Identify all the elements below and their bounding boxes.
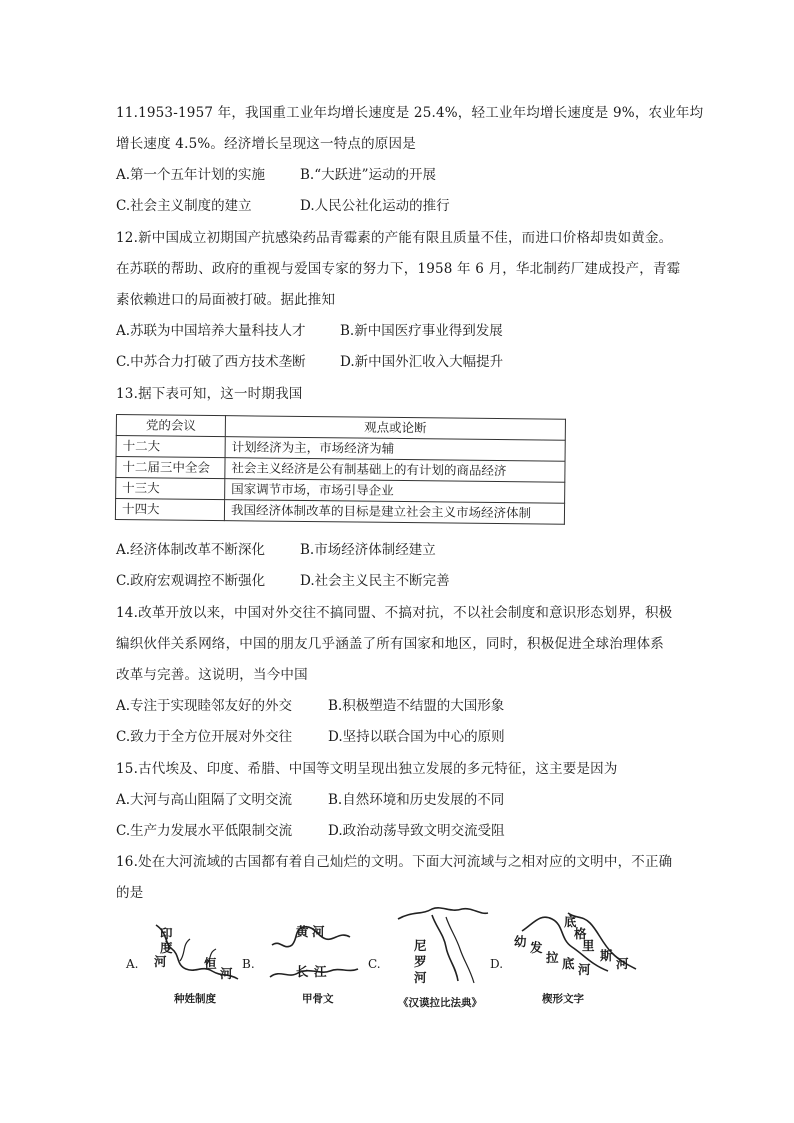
q14-option-c[interactable]: C.致力于全方位开展对外交往 <box>116 729 293 745</box>
table-row <box>115 499 564 525</box>
q12-stem-line1: 12.新中国成立初期国产抗感染药品青霉素的产能有限且质量不佳，而进口价格却贵如黄金。 <box>116 230 673 246</box>
river-char: 河 <box>414 970 427 985</box>
river-char: 河 <box>616 956 629 971</box>
river-char: 河 <box>312 924 325 939</box>
q11-stem-line2: 增长速度 4.5%。经济增长呈现这一特点的原因是 <box>116 136 416 152</box>
table-header: 观点或论断 <box>225 416 565 441</box>
river-char: 里 <box>582 938 595 953</box>
river-char: 印 <box>160 926 173 941</box>
river-char: 度 <box>160 940 173 955</box>
river-char: 发 <box>530 940 543 955</box>
river-char: 河 <box>220 966 233 981</box>
river-char: 拉 <box>546 950 559 965</box>
map-caption: 《汉谟拉比法典》 <box>398 997 482 1009</box>
map-letter-b: B. <box>242 957 255 971</box>
river-char: 河 <box>154 954 167 969</box>
q15-option-b[interactable]: B.自然环境和历史发展的不同 <box>328 792 505 808</box>
q11-option-c[interactable]: C.社会主义制度的建立 <box>116 198 252 214</box>
q16-stem-line1: 16.处在大河流域的古国都有着自己灿烂的文明。下面大河流域与之相对应的文明中，不正确 <box>116 854 673 870</box>
q11-option-d[interactable]: D.人民公社化运动的推行 <box>300 198 450 214</box>
map-caption: 种姓制度 <box>174 993 216 1005</box>
q11-option-b[interactable]: B.“大跃进”运动的开展 <box>300 167 437 183</box>
river-char: 江 <box>314 964 327 979</box>
q14-stem-line2: 编织伙伴关系网络，中国的朋友几乎涵盖了所有国家和地区，同时，积极促进全球治理体系 <box>116 636 664 652</box>
table-cell: 十三大 <box>116 478 225 500</box>
table-cell: 十四大 <box>115 499 224 521</box>
river-char: 长 <box>296 964 309 979</box>
river-char: 格 <box>574 926 587 941</box>
table-cell: 十二届三中全会 <box>116 457 225 479</box>
table-cell: 十二大 <box>116 436 225 458</box>
q12-option-c[interactable]: C.中苏合力打破了西方技术垄断 <box>116 354 306 370</box>
river-char: 恒 <box>204 956 217 971</box>
q13-option-c[interactable]: C.政府宏观调控不断强化 <box>116 573 266 589</box>
q14-stem-line3: 改革与完善。这说明，当今中国 <box>116 667 308 683</box>
q16-stem-line2: 的是 <box>116 885 144 901</box>
nile-river-icon <box>392 905 492 990</box>
q12-option-a[interactable]: A.苏联为中国培养大量科技人才 <box>116 323 306 339</box>
table-cell: 计划经济为主，市场经济为辅 <box>225 437 565 462</box>
river-char: 底 <box>564 914 577 929</box>
q12-option-b[interactable]: B.新中国医疗事业得到发展 <box>340 323 503 339</box>
table-cell: 我国经济体制改革的目标是建立社会主义市场经济体制 <box>224 500 564 525</box>
map-caption: 甲骨文 <box>302 993 334 1005</box>
q12-stem-line3: 素依赖进口的局面被打破。据此推知 <box>116 292 336 308</box>
map-letter-d: D. <box>490 957 504 971</box>
q11-option-a[interactable]: A.第一个五年计划的实施 <box>116 167 266 183</box>
q14-option-a[interactable]: A.专注于实现睦邻友好的外交 <box>116 698 293 714</box>
table-cell: 社会主义经济是公有制基础上的有计划的商品经济 <box>225 458 565 483</box>
q13-option-d[interactable]: D.社会主义民主不断完善 <box>300 573 450 589</box>
q15-option-a[interactable]: A.大河与高山阻隔了文明交流 <box>116 792 293 808</box>
map-letter-c: C. <box>368 957 381 971</box>
q13-option-a[interactable]: A.经济体制改革不断深化 <box>116 542 266 558</box>
river-char: 斯 <box>600 948 613 963</box>
q13-option-b[interactable]: B.市场经济体制经建立 <box>300 542 436 558</box>
map-letter-a: A. <box>126 957 139 971</box>
river-char: 黄 <box>296 924 309 939</box>
table-cell: 国家调节市场，市场引导企业 <box>225 479 565 504</box>
river-char: 幼 <box>514 934 527 949</box>
q12-stem-line2: 在苏联的帮助、政府的重视与爱国专家的努力下，1958 年 6 月，华北制药厂建成投产，青霉 <box>116 261 681 277</box>
q14-option-b[interactable]: B.积极塑造不结盟的大国形象 <box>328 698 505 714</box>
q13-stem: 13.据下表可知，这一时期我国 <box>116 386 303 402</box>
q12-option-d[interactable]: D.新中国外汇收入大幅提升 <box>340 354 504 370</box>
river-char: 河 <box>578 962 591 977</box>
river-char: 罗 <box>414 954 427 969</box>
q15-option-d[interactable]: D.政治动荡导致文明交流受阻 <box>328 823 505 839</box>
q11-stem-line1: 11.1953-1957 年，我国重工业年均增长速度是 25.4%，轻工业年均增长速度是 9%，农业年均 <box>116 105 704 121</box>
q13-table <box>115 414 566 525</box>
q15-stem: 15.古代埃及、印度、希腊、中国等文明呈现出独立发展的多元特征，这主要是因为 <box>116 761 618 777</box>
river-char: 尼 <box>414 938 427 953</box>
table-header: 党的会议 <box>116 415 225 437</box>
q14-option-d[interactable]: D.坚持以联合国为中心的原则 <box>328 729 505 745</box>
river-char: 底 <box>562 956 575 971</box>
q16-maps <box>116 905 656 1015</box>
map-caption: 楔形文字 <box>542 993 584 1005</box>
q15-option-c[interactable]: C.生产力发展水平低限制交流 <box>116 823 293 839</box>
q14-stem-line1: 14.改革开放以来，中国对外交往不搞同盟、不搞对抗，不以社会制度和意识形态划界，积极 <box>116 605 673 621</box>
